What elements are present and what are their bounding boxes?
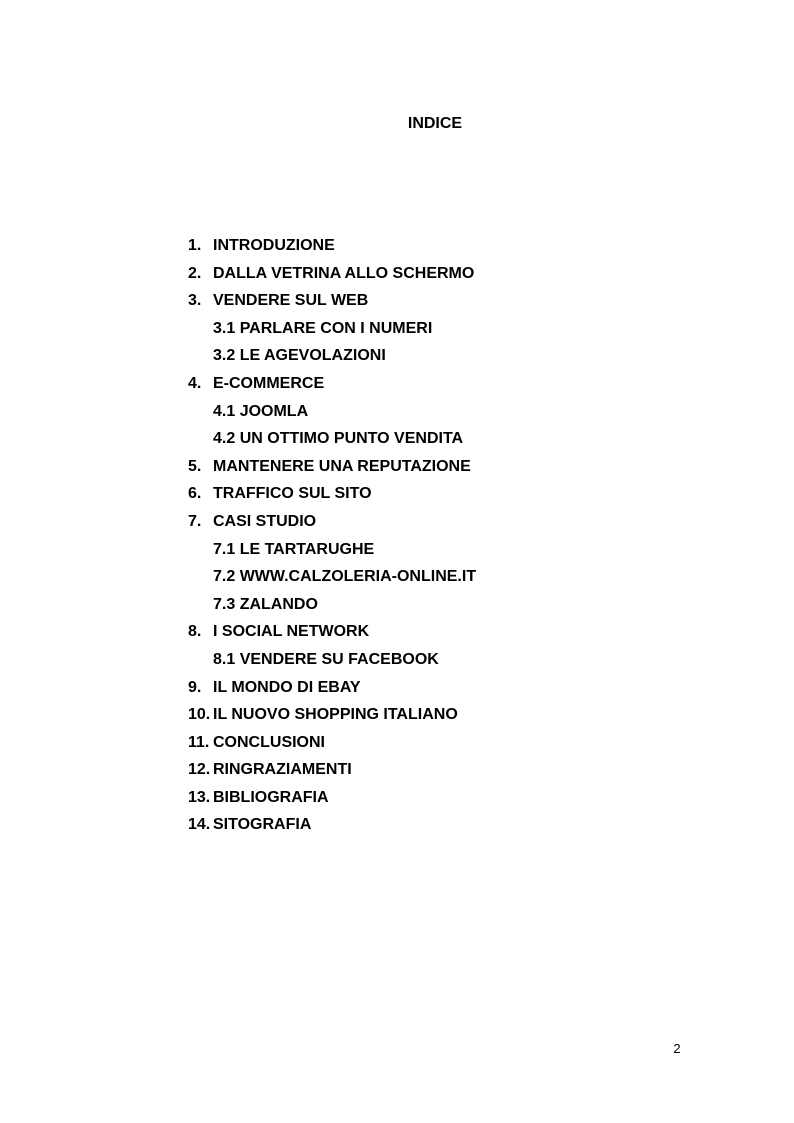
- toc-entry-number: 6.: [188, 485, 202, 503]
- toc-entry: [188, 512, 608, 540]
- toc-subentry: [188, 319, 608, 347]
- toc-entry-label: VENDERE SUL WEB: [213, 292, 369, 310]
- toc-entry-label: 8.1 VENDERE SU FACEBOOK: [213, 650, 439, 668]
- toc-entry-number: 4.: [188, 374, 202, 392]
- toc-entry: [188, 622, 608, 650]
- toc-entry-label: CASI STUDIO: [213, 512, 317, 530]
- toc-subentry: [188, 540, 608, 568]
- toc-entry-label: SITOGRAFIA: [213, 816, 312, 834]
- toc-entry-label: IL NUOVO SHOPPING ITALIANO: [213, 706, 458, 724]
- toc-entry-number: 7.: [188, 512, 202, 530]
- toc-entry-label: INTRODUZIONE: [213, 237, 335, 254]
- toc-entry: [188, 236, 608, 264]
- toc-entry-number: 12.: [188, 761, 211, 779]
- toc-entry: [188, 484, 608, 512]
- toc-entry-number: 9.: [188, 678, 202, 696]
- page-title: INDICE: [407, 115, 463, 132]
- toc-entry-label: RINGRAZIAMENTI: [213, 761, 352, 779]
- toc-entry: [188, 815, 608, 843]
- page-number: 2: [673, 1041, 681, 1056]
- toc-subentry: [188, 402, 608, 430]
- toc-entry-label: 7.3 ZALANDO: [213, 595, 318, 613]
- toc-entry-label: 4.1 JOOMLA: [213, 402, 309, 420]
- toc-entry: [188, 374, 608, 402]
- toc-subentry: [188, 346, 608, 374]
- toc-entry-label: CONCLUSIONI: [213, 733, 325, 751]
- toc-entry-label: IL MONDO DI EBAY: [213, 678, 361, 696]
- toc-entry-label: I SOCIAL NETWORK: [213, 623, 370, 641]
- toc-entry-number: 14.: [188, 816, 211, 834]
- toc-entry-label: TRAFFICO SUL SITO: [213, 485, 372, 503]
- toc-entry: [188, 760, 608, 788]
- toc-entry: [188, 291, 608, 319]
- toc-subentry: [188, 567, 608, 595]
- toc-entry-label: 7.1 LE TARTARUGHE: [213, 540, 375, 558]
- toc-entry: [188, 705, 608, 733]
- toc-entry-label: MANTENERE UNA REPUTAZIONE: [213, 457, 471, 475]
- toc-entry-number: 11.: [188, 733, 210, 751]
- toc-entry-label: 3.2 LE AGEVOLAZIONI: [213, 347, 386, 365]
- toc-entry: [188, 788, 608, 816]
- toc-entry-number: 1.: [188, 237, 202, 254]
- toc-entry: [188, 733, 608, 761]
- toc-entry-number: 8.: [188, 623, 202, 641]
- toc-entry-label: DALLA VETRINA ALLO SCHERMO: [213, 264, 475, 282]
- toc-entry: [188, 457, 608, 485]
- toc-entry-label: 4.2 UN OTTIMO PUNTO VENDITA: [213, 430, 464, 448]
- toc-entry: [188, 678, 608, 706]
- toc-subentry: [188, 429, 608, 457]
- toc-entry-number: 10.: [188, 706, 211, 724]
- toc-entry-number: 13.: [188, 788, 211, 806]
- toc-entry-number: 3.: [188, 292, 202, 310]
- toc-subentry: [188, 650, 608, 678]
- table-of-contents: [188, 236, 608, 843]
- toc-entry-label: BIBLIOGRAFIA: [213, 788, 329, 806]
- toc-entry-label: 7.2 WWW.CALZOLERIA-ONLINE.IT: [213, 568, 477, 586]
- toc-subentry: [188, 595, 608, 623]
- toc-entry-label: E-COMMERCE: [213, 374, 325, 392]
- toc-entry-label: 3.1 PARLARE CON I NUMERI: [213, 319, 433, 337]
- toc-entry-number: 2.: [188, 264, 202, 282]
- toc-entry-number: 5.: [188, 457, 202, 475]
- toc-entry: [188, 264, 608, 292]
